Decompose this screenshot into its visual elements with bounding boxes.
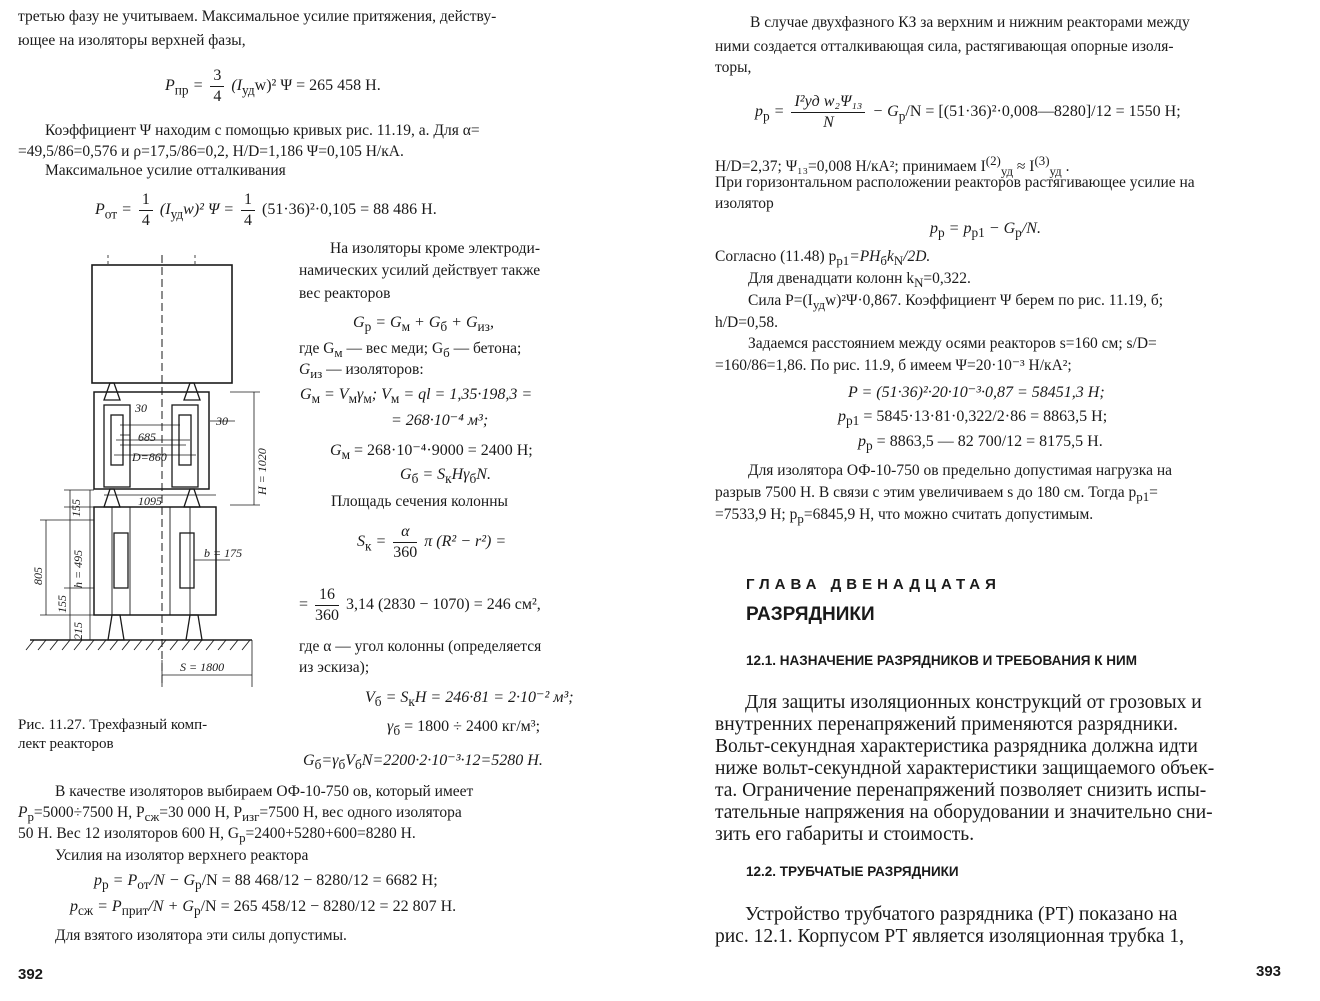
text-line: ющее на изоляторы верхней фазы,	[18, 32, 246, 49]
text-line: намических усилий действует также	[299, 262, 541, 279]
section-heading: 12.1. НАЗНАЧЕНИЕ РАЗРЯДНИКОВ И ТРЕБОВАНИЯ К НИМ	[746, 653, 1137, 668]
formula-concrete-volume: $V_б = S_кH = 246\cdot 81 = 2\cdot 10^{-2}$ м³;	[365, 689, 574, 710]
formula-copper-weight-value: $G_м = 268\cdot 10^{-4}\cdot 9000 = 2400$ Н;	[330, 442, 533, 463]
formula-column-area-value: = $\frac{16}{360}$ 3,14 (2830 − 1070) = 246 см²,	[299, 586, 541, 624]
formula-compression: $p_{сж} = P_{прит}/N + G_р/N = 265$ 458/12 − 8280/12 = 22 807 Н.	[70, 898, 457, 919]
formula-pp: $p_р = 8863,5$ — 82 700/12 = 8175,5 Н.	[858, 433, 1103, 454]
dim-label: 30	[216, 414, 228, 428]
dim-label: 155	[69, 499, 83, 517]
text-line: Коэффициент Ψ находим с помощью кривых рис. 11.19, а. Для α=	[45, 122, 480, 139]
text-line: =49,5/86=0,576 и ρ=17,5/86=0,2, H/D=1,186 Ψ=0,105 Н/кА.	[18, 143, 404, 160]
formula-p1: $p_{р1} = 5845\cdot 13\cdot 81\cdot 0,322/2\cdot 86 = 8863,5$ Н;	[838, 408, 1108, 429]
text-line: Согласно (11.48) $p_{р1}=PH_бk_N/2D$.	[715, 248, 931, 269]
formula-horizontal: $p_р = p_{р1} - G_р/N$.	[930, 220, 1041, 241]
section-heading: 12.2. ТРУБЧАТЫЕ РАЗРЯДНИКИ	[746, 864, 959, 879]
text-line: =7533,9 Н; $p_р=6845,9$ Н, что можно считать допустимым.	[715, 506, 1094, 527]
chapter-title: РАЗРЯДНИКИ	[746, 604, 875, 625]
paragraph-tube-arrester: Устройство трубчатого разрядника (РТ) показано на рис. 12.1. Корпусом РТ является изоляционная трубка 1,	[715, 904, 1185, 947]
text-line: Площадь сечения колонны	[331, 493, 508, 510]
formula-copper-weight: $G_м = V_м\gamma_м$; $V_м$ = ql = 1,35·198,3 =	[300, 386, 533, 407]
figure-caption: Рис. 11.27. Трехфазный комп- лект реакторов	[18, 717, 208, 752]
formula-reactor-weight: $G_р = G_м + G_б + G_{из}$,	[353, 314, 494, 335]
formula-repulsion: $P_{от}$ = $\frac{1}{4}$ $(I_{уд}w)^2$ Ψ = $\frac{1}{4}$ (51·36)²·0,105 = 88 486 Н.	[95, 191, 437, 229]
text-line: В качестве изоляторов выбираем ОФ-10-750 ов, который имеет	[55, 783, 474, 800]
text-line: Сила $P=(I_{уд}w)^2\Psi\cdot 0,867$. Коэффициент Ψ берем по рис. 11.19, б;	[748, 292, 1164, 313]
text-line: $P_р=5000\div 7500$ Н, $P_{сж}=30$ 000 Н, $P_{изг}=7500$ Н, вес одного изолятора	[18, 804, 462, 825]
dim-label: 1095	[138, 494, 162, 508]
page-number: 392	[18, 966, 44, 983]
text-line: Для изолятора ОФ-10-750 ов предельно допустимая нагрузка на	[748, 462, 1172, 479]
reactor-set-figure	[20, 255, 280, 695]
dim-label: h = 495	[71, 549, 85, 588]
text-line: h/D=0,58.	[715, 314, 778, 331]
text-line: изолятор	[715, 195, 774, 212]
text-line: При горизонтальном расположении реакторов растягивающее усилие на	[715, 174, 1195, 191]
formula-attraction: $P_{пр}$ = $\frac{3}{4}$ $(I_{уд}w)^2$ Ψ = 265 458 Н.	[165, 67, 381, 105]
text-line: где α — угол колонны (определяется	[299, 638, 542, 655]
formula-concrete-density: $\gamma_б = 1800 \div 2400$ кг/м³;	[387, 718, 541, 739]
formula-copper-volume: = 268·10⁻⁴ м³;	[391, 412, 489, 429]
dim-label: 30	[135, 401, 147, 415]
dim-label: b = 175	[204, 546, 243, 560]
text-line: Максимальное усилие отталкивания	[45, 162, 286, 179]
text-line: где $G_м$ — вес меди; $G_б$ — бетона;	[299, 340, 522, 361]
dim-label: D=860	[132, 450, 167, 464]
formula-two-phase: $p_р$ = $\frac{\text{I²уд w₂Ψ₁₃}}{N}$ − $G_р/N$ = [(51·36)²·0,008—8280]/12 = 1550 Н;	[755, 93, 1181, 131]
paragraph-purpose: Для защиты изоляционных конструкций от грозовых и внутренних перенапряжений применяются разрядники. Вольт-секундная характеристика разрядника должна идти ниже вольт-секундной характеристики защищаемого объек- та. Ограничение перенапряжений позволяет снизить испы- тательные напряжения на оборудовании и значительно сни- зить его габариты и стоимость.	[715, 692, 1215, 845]
formula-concrete-weight-value: $G_б=\gamma_бV_бN=2200\cdot 2\cdot 10^{-3}\cdot 12=5280$ Н.	[303, 752, 543, 773]
text-line: Для взятого изолятора эти силы допустимы.	[55, 927, 347, 944]
formula-concrete-weight: $G_б = S_кH\gamma_бN$.	[400, 466, 491, 487]
text-line: из эскиза);	[299, 659, 370, 676]
text-line: Для двенадцати колонн $k_N=0,322$.	[748, 270, 971, 291]
formula-force: P = (51·36)²·20·10⁻³·0,87 = 58451,3 Н;	[848, 384, 1105, 401]
text-line: третью фазу не учитываем. Максимальное усилие притяжения, действу-	[18, 8, 497, 25]
formula-column-area: $S_к$ = $\frac{\alpha}{360}$ π (R² − r²) =	[357, 523, 507, 561]
text-line: На изоляторы кроме электроди-	[330, 240, 541, 257]
text-line: вес реакторов	[299, 285, 391, 302]
dim-label: 155	[55, 595, 69, 613]
chapter-label: ГЛАВА ДВЕНАДЦАТАЯ	[746, 576, 1001, 593]
text-line: $G_{из}$ — изоляторов:	[299, 361, 424, 382]
text-line: ними создается отталкивающая сила, растягивающая опорные изоля-	[715, 38, 1174, 55]
text-line: разрыв 7500 Н. В связи с этим увеличиваем s до 180 см. Тогда $p_{р1}=$	[715, 484, 1158, 505]
page-number: 393	[1256, 963, 1282, 980]
dim-label: 805	[31, 567, 45, 585]
text-line: H/D=2,37; Ψ₁₃=0,008 Н/кА²; принимаем $I^{(2)}_{уд} \approx I^{(3)}_{уд}$ .	[715, 153, 1070, 179]
text-line: =160/86=1,86. По рис. 11.9, б имеем Ψ=20·10⁻³ Н/кА²;	[715, 357, 1072, 374]
dim-label: H = 1020	[255, 448, 269, 495]
dim-label: 685	[138, 430, 156, 444]
text-line: 50 Н. Вес 12 изоляторов 600 Н, $G_р=2400+5280+600=8280$ Н.	[18, 825, 416, 846]
right-page	[660, 0, 1320, 1001]
dim-label: 215	[71, 622, 85, 640]
formula-tension: $p_р = P_{от}/N - G_р/N = 88$ 468/12 − 8280/12 = 6682 Н;	[94, 872, 438, 893]
text-line: Задаемся расстоянием между осями реакторов s=160 см; s/D=	[748, 335, 1157, 352]
dim-label: S = 1800	[180, 660, 225, 674]
text-line: Усилия на изолятор верхнего реактора	[55, 847, 309, 864]
text-line: торы,	[715, 59, 752, 76]
text-line: В случае двухфазного КЗ за верхним и нижним реакторами между	[750, 14, 1190, 31]
